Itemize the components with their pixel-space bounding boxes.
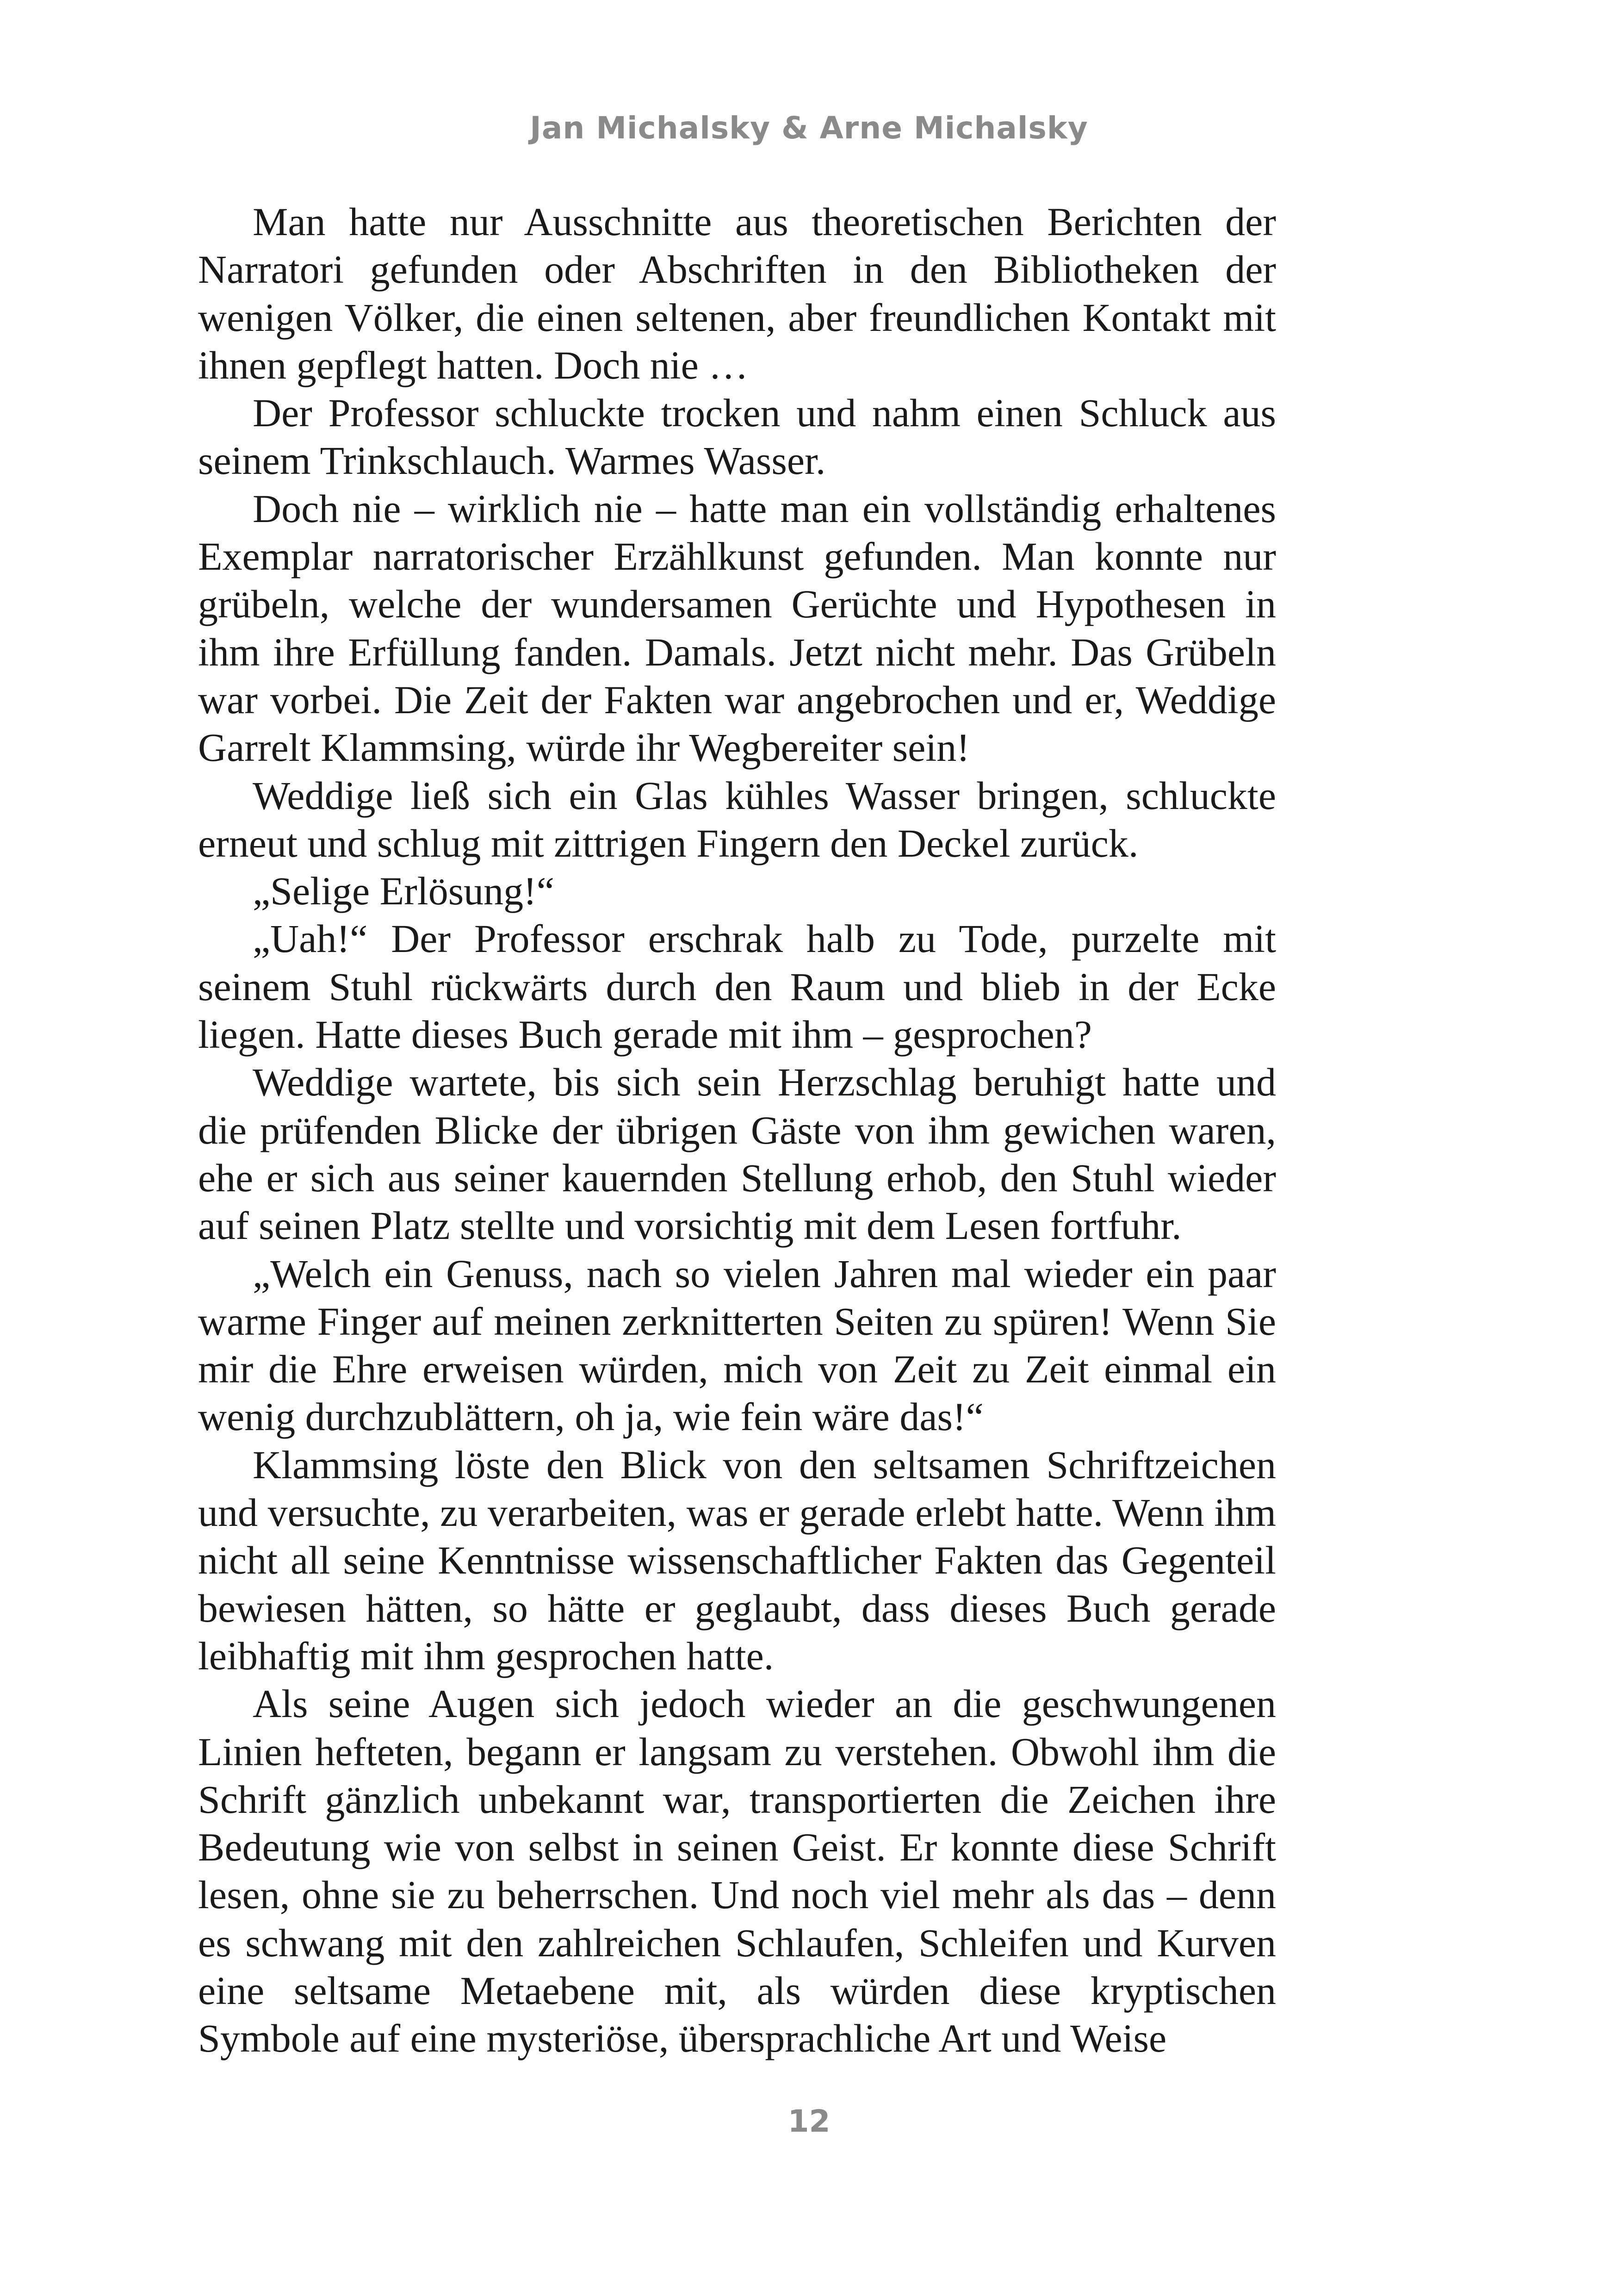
paragraph: Klammsing löste den Blick von den seltsamen Schriftzeichen und versuchte, zu verarbeiten, was er gerade erlebt hatte. Wenn ihm nicht all seine Kenntnisse wissenschaftlicher Fakten das Gegenteil bewiesen hätten, so hätte er geglaubt, dass dieses Buch gerade leibhaftig mit ihm gesprochen hatte.	[198, 1442, 1276, 1678]
paragraph: Der Professor schluckte trocken und nahm einen Schluck aus seinem Trinkschlauch. Warmes Wasser.	[198, 391, 1276, 483]
paragraph: Doch nie – wirklich nie – hatte man ein vollständig erhaltenes Exemplar narratorischer Erzählkunst gefunden. Man konnte nur grübeln, welche der wundersamen Gerüchte und Hypothesen in ihm ihre Erfüllung fanden. Damals. Jetzt nicht mehr. Das Grübeln war vorbei. Die Zeit der Fakten war angebrochen und er, Weddige Garrelt Klammsing, würde ihr Wegbereiter sein!	[198, 486, 1276, 770]
page-number: 12	[787, 2103, 831, 2139]
running-header: Jan Michalsky & Arne Michalsky	[530, 110, 1088, 146]
paragraph: Weddige wartete, bis sich sein Herzschlag beruhigt hatte und die prüfenden Blicke der übrigen Gäste von ihm gewichen waren, ehe er sich aus seiner kauernden Stellung erhob, den Stuhl wieder auf seinen Platz stellte und vorsichtig mit dem Lesen fortfuhr.	[198, 1060, 1276, 1248]
paragraph: Weddige ließ sich ein Glas kühles Wasser bringen, schluckte erneut und schlug mit zittrigen Fingern den Deckel zurück.	[198, 773, 1276, 865]
paragraph: Man hatte nur Ausschnitte aus theoretischen Berichten der Narratori gefunden oder Abschriften in den Bibliotheken der wenigen Völker, die einen seltenen, aber freundlichen Kontakt mit ihnen gepflegt hatten. Doch nie …	[198, 199, 1276, 387]
paragraph: „Selige Erlösung!“	[253, 869, 554, 914]
paragraph: „Uah!“ Der Professor erschrak halb zu Tode, purzelte mit seinem Stuhl rückwärts durch den Raum und blieb in der Ecke liegen. Hatte dieses Buch gerade mit ihm – gesprochen?	[198, 916, 1276, 1057]
paragraph: Als seine Augen sich jedoch wieder an die geschwungenen Linien hefteten, begann er langsam zu verstehen. Obwohl ihm die Schrift gänzlich unbekannt war, transportierten die Zeichen ihre Bedeutung wie von selbst in seinen Geist. Er konnte diese Schrift lesen, ohne sie zu beherrschen. Und noch viel mehr als das – denn es schwang mit den zahlreichen Schlaufen, Schleifen und Kurven eine seltsame Metaebene mit, als würden diese kryptischen Symbole auf eine mysteriöse, übersprachliche Art und Weise	[198, 1681, 1276, 2061]
body-text	[198, 198, 1276, 2063]
paragraph: „Welch ein Genuss, nach so vielen Jahren mal wieder ein paar warme Finger auf meinen zerknitterten Seiten zu spüren! Wenn Sie mir die Ehre erweisen würden, mich von Zeit zu Zeit einmal ein wenig durchzublättern, oh ja, wie fein wäre das!“	[198, 1251, 1276, 1439]
